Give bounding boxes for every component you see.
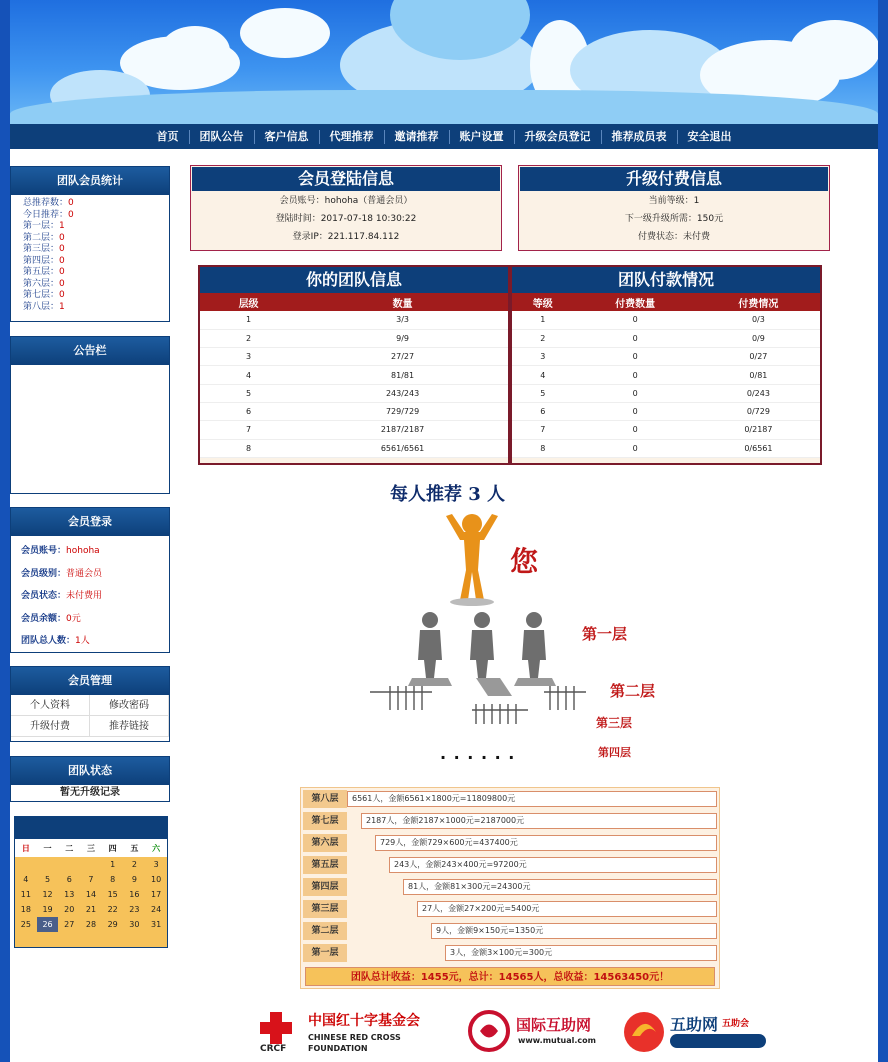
ladder-level-bar: 27人，金额27×200元=5400元 <box>417 901 717 917</box>
nav-item-invite[interactable]: 邀请推荐 <box>385 130 450 144</box>
column-header: 数量 <box>297 293 508 311</box>
nav-item-logout[interactable]: 安全退出 <box>687 129 732 143</box>
level-stats-list <box>11 195 169 313</box>
calendar-day[interactable]: 26 <box>37 917 59 932</box>
main-nav <box>10 124 878 149</box>
calendar-day[interactable]: 1 <box>110 860 116 869</box>
table-row <box>200 348 508 366</box>
wuzhu-name: 五助网 <box>670 1015 719 1034</box>
table-cell: 0 <box>574 402 697 420</box>
table-cell: 0 <box>574 348 697 366</box>
ladder-level-label: 第四层 <box>303 878 347 896</box>
calendar-day[interactable]: 4 <box>23 875 29 884</box>
table-cell: 0/27 <box>697 348 820 366</box>
team-status-title: 团队状态 <box>11 757 169 785</box>
ladder-level-bar: 3人，金额3×100元=300元 <box>445 945 717 961</box>
nav-item-home[interactable]: 首页 <box>147 130 190 144</box>
table-row <box>200 421 508 439</box>
calendar-day[interactable]: 10 <box>151 875 162 884</box>
table-row <box>200 402 508 420</box>
referral-pyramid-illustration <box>360 510 620 780</box>
table-cell: 6 <box>200 402 297 420</box>
table-cell: 5 <box>512 384 574 402</box>
account-info-list <box>11 536 169 653</box>
ladder-level-label: 第七层 <box>303 812 347 830</box>
column-header: 层级 <box>200 293 297 311</box>
table-cell: 81/81 <box>297 366 508 384</box>
calendar-day[interactable]: 30 <box>129 920 140 929</box>
ladder-level-bar: 729人，金额729×600元=437400元 <box>375 835 717 851</box>
nav-item-members-table[interactable]: 推荐成员表 <box>602 130 678 144</box>
level-stat-row: 第六层：0 <box>23 278 65 289</box>
ladder-level-bar: 6561人，金额6561×1800元=11809800元 <box>347 791 717 807</box>
calendar-weekday: 一 <box>37 839 59 857</box>
calendar-day <box>80 857 102 872</box>
layer3-label: 第三层 <box>596 716 633 730</box>
table-cell: 7 <box>512 421 574 439</box>
calendar-day[interactable]: 21 <box>85 905 97 914</box>
table-cell: 0 <box>574 439 697 457</box>
ladder-level-label: 第六层 <box>303 834 347 852</box>
table-row <box>200 329 508 347</box>
level-stat-row: 总推荐数：0 <box>23 198 74 208</box>
nav-item-team-notice[interactable]: 团队公告 <box>190 130 255 144</box>
calendar-day[interactable]: 11 <box>20 890 31 899</box>
team-pay-table <box>512 293 820 458</box>
column-header: 付费数量 <box>574 293 697 311</box>
nav-item-customer-info[interactable]: 客户信息 <box>255 130 320 144</box>
level-stat-row: 第三层：0 <box>23 244 65 254</box>
table-cell: 2 <box>512 329 574 347</box>
ladder-level-label: 第一层 <box>303 944 347 962</box>
calendar-weekday: 三 <box>80 839 102 857</box>
ladder-level-label: 第二层 <box>303 922 347 940</box>
level-stat-row: 第四层：0 <box>23 255 65 266</box>
table-cell: 1 <box>200 311 297 329</box>
table-row <box>200 311 508 329</box>
calendar-weekday: 五 <box>124 839 146 857</box>
table-cell: 0/2187 <box>697 421 820 439</box>
upgrade-info-row: 下一级升级所需：150元 <box>624 214 724 224</box>
team-info-table <box>200 293 508 458</box>
wuzhu-badge <box>670 1034 766 1048</box>
table-cell: 27/27 <box>297 348 508 366</box>
level-stat-row: 第五层：0 <box>23 267 65 277</box>
level-stats-title: 团队会员统计 <box>11 167 169 195</box>
table-row <box>512 329 820 347</box>
table-row <box>512 439 820 457</box>
table-cell: 0 <box>574 329 697 347</box>
calendar-header <box>15 817 167 839</box>
account-row: 会员状态：未付费用 <box>21 591 103 601</box>
table-cell: 1 <box>512 311 574 329</box>
wuzhu-logo-icon <box>622 1010 666 1054</box>
calendar-weekday: 四 <box>102 839 124 857</box>
level-stat-row: 第二层：0 <box>23 232 65 243</box>
calendar-day[interactable]: 3 <box>153 860 159 869</box>
table-row <box>512 366 820 384</box>
table-cell: 7 <box>200 421 297 439</box>
calendar-day[interactable]: 22 <box>107 905 118 914</box>
notice-box <box>10 336 170 494</box>
calendar-day[interactable]: 16 <box>129 890 140 899</box>
calendar-day[interactable]: 31 <box>151 920 162 929</box>
earnings-summary: 团队总计收益：1455元，总计：14565人，总收益：14563450元！ <box>305 967 715 986</box>
table-cell: 3/3 <box>297 311 508 329</box>
login-info-row: 会员账号：hohoha（普通会员） <box>279 196 413 206</box>
header-banner <box>10 0 878 124</box>
calendar-day <box>58 857 80 872</box>
calendar-day[interactable]: 13 <box>64 890 75 899</box>
team-status-box <box>10 756 170 802</box>
calendar-day <box>15 857 37 872</box>
recommend-heading: 每人推荐 3 人 <box>390 484 506 505</box>
calendar-day[interactable]: 7 <box>88 875 94 884</box>
table-cell: 8 <box>512 439 574 457</box>
manage-box <box>10 666 170 742</box>
upgrade-info-box <box>518 165 830 251</box>
level-stat-row: 第八层：1 <box>23 301 65 312</box>
table-cell: 0 <box>574 384 697 402</box>
account-row: 会员级别：普通会员 <box>21 568 103 579</box>
table-cell: 4 <box>512 366 574 384</box>
redcross-cn-name: 中国红十字基金会 <box>308 1013 420 1029</box>
login-info-box <box>190 165 502 251</box>
team-status-text: 暂无升级记录 <box>60 787 120 798</box>
account-title: 会员登录 <box>11 508 169 536</box>
account-row: 会员账号：hohoha <box>21 546 100 556</box>
calendar-day <box>37 857 59 872</box>
mutual-logo-icon <box>468 1010 510 1052</box>
table-cell: 2187/2187 <box>297 421 508 439</box>
account-row: 团队总人数：1人 <box>21 636 90 646</box>
you-person-icon <box>446 514 498 606</box>
table-cell: 4 <box>200 366 297 384</box>
table-cell: 2 <box>200 329 297 347</box>
table-cell: 0/243 <box>697 384 820 402</box>
ladder-level-bar: 9人，金额9×150元=1350元 <box>431 923 717 939</box>
calendar-day[interactable]: 23 <box>129 905 140 914</box>
nav-item-upgrade[interactable]: 升级会员登记 <box>515 130 602 144</box>
table-cell: 0/729 <box>697 402 820 420</box>
table-cell: 9/9 <box>297 329 508 347</box>
team-info-box <box>198 265 510 465</box>
table-cell: 0/81 <box>697 366 820 384</box>
team-pay-box <box>510 265 822 465</box>
table-cell: 5 <box>200 384 297 402</box>
table-cell: 8 <box>200 439 297 457</box>
table-cell: 3 <box>512 348 574 366</box>
earnings-ladder <box>300 787 720 989</box>
upgrade-info-row: 当前等级：1 <box>648 196 700 206</box>
table-cell: 0/6561 <box>697 439 820 457</box>
calendar-day[interactable]: 15 <box>107 890 118 899</box>
calendar-day[interactable]: 27 <box>64 920 75 929</box>
level-stat-row: 第七层：0 <box>23 290 65 300</box>
calendar-day[interactable]: 12 <box>42 890 53 899</box>
team-info-title: 你的团队信息 <box>200 267 508 293</box>
column-header: 等级 <box>512 293 574 311</box>
calendar-day[interactable]: 19 <box>42 905 53 914</box>
ladder-level-label: 第五层 <box>303 856 347 874</box>
ladder-level-bar: 81人，金额81×300元=24300元 <box>403 879 717 895</box>
table-row <box>512 311 820 329</box>
table-cell: 6561/6561 <box>297 439 508 457</box>
column-header: 付费情况 <box>697 293 820 311</box>
login-info-row: 登陆时间：2017-07-18 10:30:22 <box>275 214 417 224</box>
calendar-day[interactable]: 5 <box>45 875 51 884</box>
table-row <box>512 421 820 439</box>
page-frame <box>10 0 878 1062</box>
calendar-day[interactable]: 2 <box>131 860 137 869</box>
partner-logos <box>10 1004 878 1062</box>
upgrade-info-row: 付费状态：未付费 <box>637 232 710 242</box>
table-cell: 3 <box>200 348 297 366</box>
manage-link-upgrade[interactable]: 升级付费 <box>11 716 90 737</box>
calendar-day[interactable]: 25 <box>20 920 31 929</box>
manage-link-password[interactable]: 修改密码 <box>90 695 169 716</box>
ladder-level-label: 第八层 <box>303 790 347 808</box>
nav-item-agent-recommend[interactable]: 代理推荐 <box>320 130 385 144</box>
calendar-day[interactable]: 17 <box>151 890 162 899</box>
calendar-day[interactable]: 14 <box>85 890 97 899</box>
team-pay-title: 团队付款情况 <box>512 267 820 293</box>
first-layer-people-icon <box>408 612 556 696</box>
level-stat-row: 第一层：1 <box>23 221 65 231</box>
table-cell: 0/9 <box>697 329 820 347</box>
ellipsis-dots: · · · · · · <box>440 748 516 767</box>
table-cell: 6 <box>512 402 574 420</box>
layer2-label: 第二层 <box>610 682 656 700</box>
manage-title: 会员管理 <box>11 667 169 695</box>
table-cell: 0/3 <box>697 311 820 329</box>
table-row <box>512 348 820 366</box>
manage-links <box>11 695 169 737</box>
manage-link-referral[interactable]: 推荐链接 <box>90 716 169 737</box>
mutual-url: www.mutual.com <box>518 1036 597 1045</box>
ladder-level-label: 第三层 <box>303 900 347 918</box>
redcross-en-name: CHINESE RED CROSS FOUNDATION <box>308 1033 401 1053</box>
login-info-title: 会员登陆信息 <box>192 167 500 191</box>
manage-link-profile[interactable]: 个人资料 <box>11 695 90 716</box>
notice-title: 公告栏 <box>11 337 169 365</box>
level-stat-row: 今日推荐：0 <box>23 209 74 220</box>
table-cell: 0 <box>574 311 697 329</box>
calendar-day[interactable]: 28 <box>85 920 97 929</box>
table-row <box>200 439 508 457</box>
ladder-level-bar: 2187人，金额2187×1000元=2187000元 <box>361 813 717 829</box>
table-row <box>512 402 820 420</box>
redcross-abbr: CRCF <box>260 1044 287 1054</box>
calendar-weekday: 日 <box>15 839 37 857</box>
calendar-weekday: 二 <box>58 839 80 857</box>
calendar-grid <box>15 839 167 932</box>
calendar-day[interactable]: 20 <box>64 905 75 914</box>
account-box <box>10 507 170 653</box>
ladder-level-bar: 243人，金额243×400元=97200元 <box>389 857 717 873</box>
layer4-label: 第四层 <box>598 746 631 759</box>
nav-item-account-settings[interactable]: 账户设置 <box>450 130 515 144</box>
table-row <box>200 366 508 384</box>
calendar-day[interactable]: 9 <box>131 875 137 884</box>
login-info-row: 登录IP：221.117.84.112 <box>292 232 400 242</box>
calendar-day[interactable]: 6 <box>66 875 72 884</box>
table-cell: 0 <box>574 366 697 384</box>
table-row <box>200 384 508 402</box>
table-cell: 0 <box>574 421 697 439</box>
red-cross-icon <box>256 1008 296 1048</box>
you-label: 您 <box>510 545 539 578</box>
calendar-day[interactable]: 8 <box>110 875 116 884</box>
mutual-name: 国际互助网 <box>516 1016 592 1034</box>
upgrade-info-title: 升级付费信息 <box>520 167 828 191</box>
second-layer-people-icon <box>370 686 586 724</box>
calendar-weekday: 六 <box>145 839 167 857</box>
level-stats-box <box>10 166 170 322</box>
calendar-day[interactable]: 18 <box>20 905 31 914</box>
table-cell: 729/729 <box>297 402 508 420</box>
calendar-day[interactable]: 24 <box>151 905 162 914</box>
calendar-day[interactable]: 29 <box>107 920 118 929</box>
layer1-label: 第一层 <box>582 625 628 643</box>
calendar <box>14 816 168 948</box>
account-row: 会员余额：0元 <box>21 613 81 624</box>
table-row <box>512 384 820 402</box>
wuzhu-sub: 五助会 <box>722 1019 750 1029</box>
table-cell: 243/243 <box>297 384 508 402</box>
